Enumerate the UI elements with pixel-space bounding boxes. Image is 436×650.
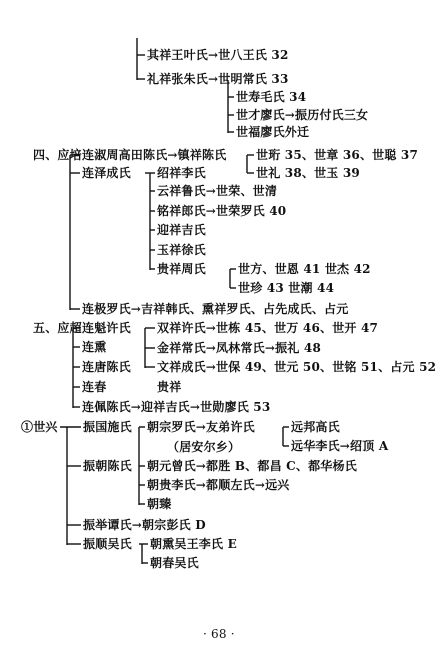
line-yuanbang: 远邦高氏 <box>291 420 340 434</box>
line-lianze: 连泽成氏 <box>82 166 131 180</box>
line-shifu: 世福廖氏外迁 <box>236 125 310 139</box>
line-lianxun: 连熏 <box>82 340 107 354</box>
line-shuangxiang: 双祥许氏→世栋 45、世万 46、世开 47 <box>157 321 379 335</box>
line-zhenchao: 振朝陈氏 <box>83 459 132 473</box>
line-jinxiang: 金祥常氏→凤林常氏→振礼 48 <box>157 341 321 355</box>
line-shiheng: 世珩 35、世章 36、世聪 37 <box>256 148 419 162</box>
line-mingxiang: 铭祥郎氏→世荣罗氏 40 <box>157 204 287 218</box>
line-shizhen: 世珍 43 世潮 44 <box>238 281 335 295</box>
line-lianchun: 连春 <box>82 380 107 394</box>
line-liantang: 连唐陈氏 <box>82 360 131 374</box>
line-chaogui: 朝贵李氏→都顺左氏→远兴 <box>147 478 290 492</box>
heading-shixing: ①世兴 <box>21 420 58 434</box>
line-zhenju: 振举谭氏→朝宗彭氏 D <box>83 518 206 532</box>
line-lixiang: 礼祥张朱氏→世明常氏 33 <box>147 72 289 86</box>
line-chaoxun: 朝熏吴王李氏 E <box>150 537 237 551</box>
line-zhenshun: 振顺吴氏 <box>83 537 132 551</box>
line-guixiang2: 贵祥 <box>157 380 182 394</box>
line-zhenguo: 振国施氏 <box>83 420 132 434</box>
line-yingxiang: 迎祥吉氏 <box>157 223 206 237</box>
heading-yingchao: 五、应超 <box>33 321 82 335</box>
line-yuxiang: 玉祥徐氏 <box>157 243 206 257</box>
page-number: · 68 · <box>203 627 235 641</box>
line-lianpei: 连佩陈氏→迎祥吉氏→世勋廖氏 53 <box>82 400 271 414</box>
line-shaoxiang: 绍祥李氏 <box>157 166 206 180</box>
line-lianshu: 连淑周高田陈氏→镇祥陈氏 <box>82 148 227 162</box>
line-guixiang: 贵祥周氏 <box>157 262 206 276</box>
heading-yingpei: 四、应培 <box>33 148 82 162</box>
line-chaozong: 朝宗罗氏→友弟许氏 <box>147 420 255 434</box>
line-wenxiang: 文祥成氏→世保 49、世元 50、世铭 51、占元 52 <box>157 360 436 374</box>
line-shishou: 世寿毛氏 34 <box>236 90 307 104</box>
line-yunxiang: 云祥鲁氏→世荣、世清 <box>157 184 278 198</box>
line-shili: 世礼 38、世玉 39 <box>256 166 360 180</box>
line-liankui: 连魁许氏 <box>82 321 131 335</box>
line-shifang: 世方、世恩 41 世杰 42 <box>238 262 371 276</box>
line-qixiang: 其祥王叶氏→世八王氏 32 <box>147 48 289 62</box>
line-juan: （居安尔乡） <box>167 440 241 454</box>
line-chaochun: 朝春吴氏 <box>150 556 199 570</box>
line-chaoyuan: 朝元曾氏→都胜 B、都昌 C、都华杨氏 <box>147 459 357 473</box>
line-yuanhua: 远华李氏→绍顶 A <box>291 439 389 453</box>
line-shicai: 世才廖氏→振历付氏三女 <box>236 108 369 122</box>
line-chaozhen: 朝臻 <box>147 497 172 511</box>
line-lianji: 连极罗氏→吉祥韩氏、熏祥罗氏、占先成氏、占元 <box>82 302 349 316</box>
